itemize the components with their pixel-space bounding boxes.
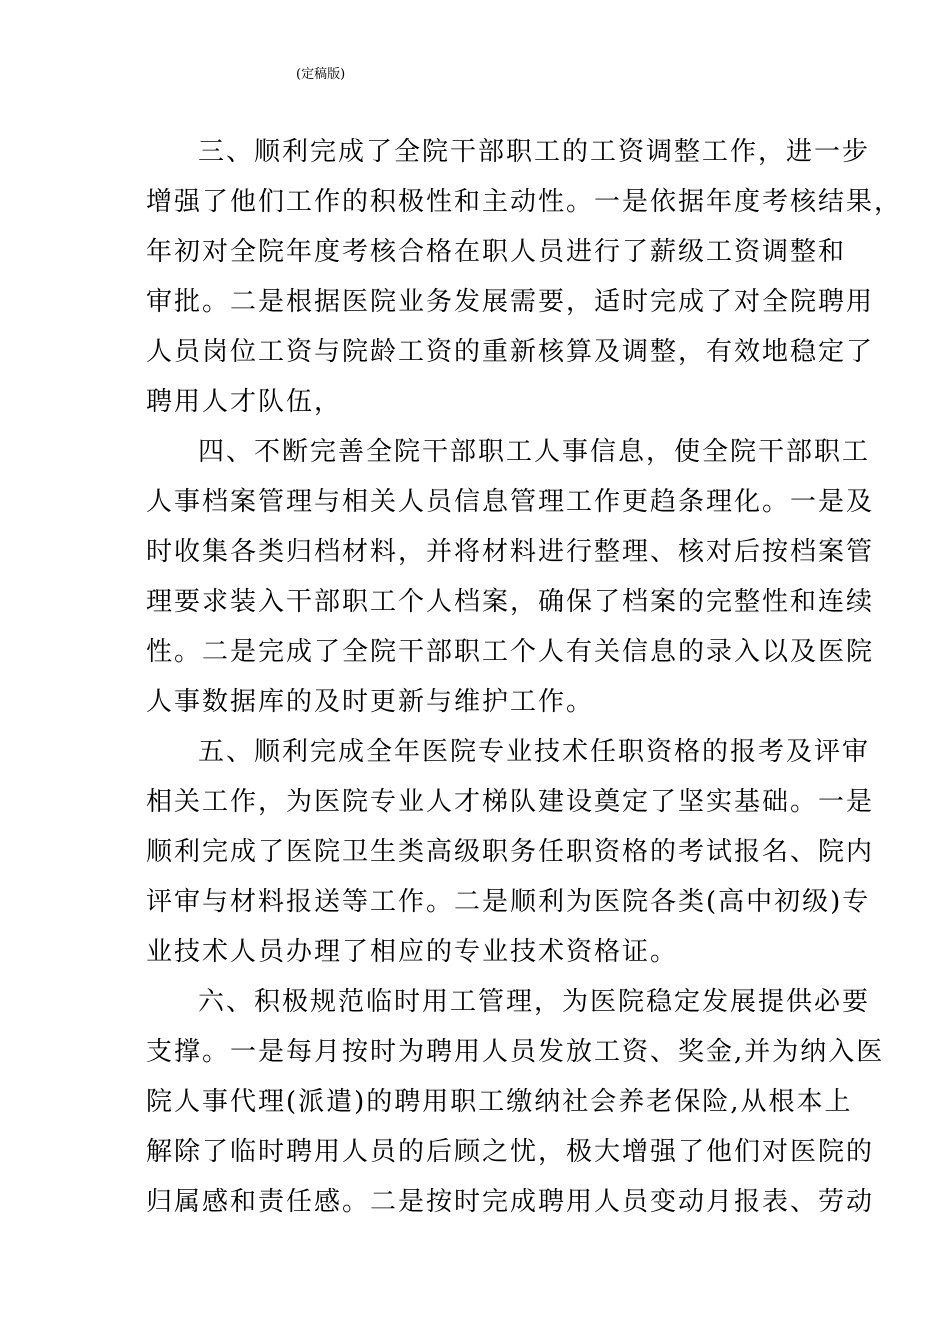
text-line: 六、积极规范临时用工管理，为医院稳定发展提供必要 <box>198 987 871 1017</box>
document-body <box>146 127 903 1227</box>
text-line: 业技术人员办理了相应的专业技术资格证。 <box>146 937 679 967</box>
text-line: 理要求装入干部职工个人档案，确保了档案的完整性和连续 <box>146 587 875 617</box>
text-line: 归属感和责任感。二是按时完成聘用人员变动月报表、劳动 <box>146 1187 875 1217</box>
paragraph-personnel-records <box>146 427 875 727</box>
text-line: 顺利完成了医院卫生类高级职务任职资格的考试报名、院内 <box>146 837 875 867</box>
text-line: 人员岗位工资与院龄工资的重新核算及调整，有效地稳定了 <box>146 337 875 367</box>
text-line: 性。二是完成了全院干部职工个人有关信息的录入以及医院 <box>146 637 875 667</box>
paragraph-temporary-staff <box>146 977 885 1227</box>
paragraph-professional-qualification <box>146 727 875 977</box>
text-line: 五、顺利完成全年医院专业技术任职资格的报考及评审 <box>198 737 871 767</box>
text-line: 审批。二是根据医院业务发展需要，适时完成了对全院聘用 <box>146 287 875 317</box>
text-line: 四、不断完善全院干部职工人事信息，使全院干部职工 <box>198 437 871 467</box>
text-line: 院人事代理(派遣)的聘用职工缴纳社会养老保险,从根本上 <box>146 1087 853 1117</box>
text-line: 时收集各类归档材料，并将材料进行整理、核对后按档案管 <box>146 537 875 567</box>
text-line: 评审与材料报送等工作。二是顺利为医院各类(高中初级)专 <box>146 887 871 917</box>
text-line: 三、顺利完成了全院干部职工的工资调整工作，进一步 <box>198 137 871 167</box>
paragraph-salary-adjustment <box>146 127 903 427</box>
text-line: 年初对全院年度考核合格在职人员进行了薪级工资调整和 <box>146 237 847 267</box>
text-line: 增强了他们工作的积极性和主动性。一是依据年度考核结果， <box>146 187 903 217</box>
text-line: 支撑。一是每月按时为聘用人员发放工资、奖金,并为纳入医 <box>146 1037 885 1067</box>
text-line: 聘用人才队伍， <box>146 387 343 417</box>
text-line: 人事数据库的及时更新与维护工作。 <box>146 687 595 717</box>
text-line: 解除了临时聘用人员的后顾之忧，极大增强了他们对医院的 <box>146 1137 875 1167</box>
text-line: 相关工作，为医院专业人才梯队建设奠定了坚实基础。一是 <box>146 787 875 817</box>
document-version-note: (定稿版) <box>296 67 346 82</box>
text-line: 人事档案管理与相关人员信息管理工作更趋条理化。一是及 <box>146 487 875 517</box>
